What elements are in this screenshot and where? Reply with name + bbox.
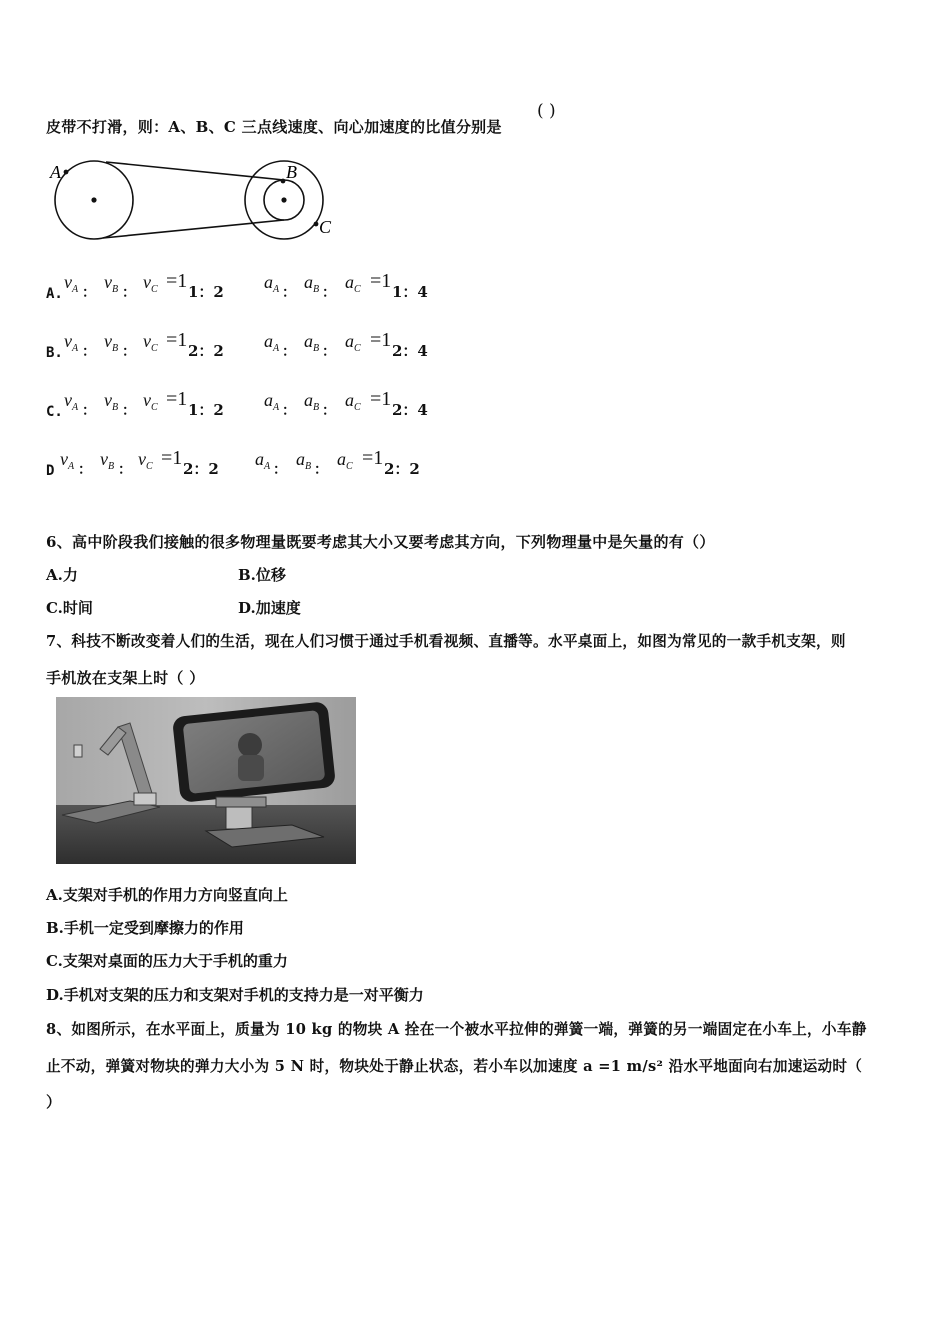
sym-vb: $v_B$ (104, 390, 119, 413)
phone-stand-photo (56, 697, 356, 864)
q7-option-c[interactable]: C.支架对桌面的压力大于手机的重力 (46, 952, 288, 970)
q7-option-a[interactable]: A.支架对手机的作用力方向竖直向上 (46, 886, 288, 904)
sym-vc: $v_C$ (143, 390, 158, 413)
sep: ： (82, 285, 96, 301)
sep: ： (322, 403, 336, 419)
sym-aa: $a_A$ (264, 272, 280, 295)
sym-vc: $v_C$ (143, 331, 158, 354)
sym-va: $v_A$ (64, 272, 79, 295)
sym-ab: $a_B$ (304, 331, 320, 354)
q5-option-c[interactable] (46, 390, 466, 420)
eq-one: =1 (166, 388, 188, 410)
sep: ： (82, 344, 96, 360)
point-b (281, 179, 286, 184)
sym-vc: $v_C$ (143, 272, 158, 295)
eq-one: =1 (362, 447, 384, 469)
sep: ： (122, 344, 136, 360)
sym-va: $v_A$ (64, 390, 79, 413)
label-c: C (319, 217, 332, 237)
option-label: C. (46, 404, 63, 420)
sep: ： (122, 285, 136, 301)
sym-ac: $a_C$ (345, 272, 361, 295)
q6-option-c[interactable]: C.时间 (46, 599, 93, 617)
eq-one: =1 (370, 388, 392, 410)
v-ratio: 1：2 (188, 283, 224, 301)
q5-option-b[interactable] (46, 331, 466, 361)
q6-option-a[interactable]: A.力 (46, 566, 78, 584)
sep: ： (322, 285, 336, 301)
sep: ： (273, 462, 287, 478)
q5-option-d[interactable] (46, 449, 466, 479)
sep: ： (282, 285, 296, 301)
a-ratio: 2：4 (392, 401, 428, 419)
q5-stem: 皮带不打滑，则：A、B、C 三点线速度、向心加速度的比值分别是 (46, 118, 502, 136)
q8-line1: 8、如图所示，在水平面上，质量为 10 kg 的物块 A 拴在一个被水平拉伸的弹簧一端，弹簧的另一端固定在小车上，小车静 (46, 1021, 867, 1038)
sym-ab: $a_B$ (296, 449, 312, 472)
sym-ac: $a_C$ (345, 331, 361, 354)
sym-vc: $v_C$ (138, 449, 153, 472)
sep: ： (282, 344, 296, 360)
label-a: A (50, 162, 61, 182)
pulley-right-center (281, 197, 286, 202)
label-b: B (286, 162, 297, 182)
q7-stem-line1: 7、科技不断改变着人们的生活，现在人们习惯于通过手机看视频、直播等。水平桌面上，如图为常见的一款手机支架，则 (46, 633, 846, 650)
sym-va: $v_A$ (64, 331, 79, 354)
sym-ab: $a_B$ (304, 390, 320, 413)
q7-stem-line2: 手机放在支架上时（ ） (46, 669, 205, 687)
sym-ab: $a_B$ (304, 272, 320, 295)
sym-vb: $v_B$ (100, 449, 115, 472)
q7-option-b[interactable]: B.手机一定受到摩擦力的作用 (46, 919, 244, 937)
sym-ac: $a_C$ (345, 390, 361, 413)
q7-option-d[interactable]: D.手机对支架的压力和支架对手机的支持力是一对平衡力 (46, 986, 424, 1004)
sym-aa: $a_A$ (264, 390, 280, 413)
v-ratio: 2：2 (183, 460, 219, 478)
sep: ： (82, 403, 96, 419)
sep: ： (314, 462, 328, 478)
eq-one: =1 (370, 329, 392, 351)
sep: ： (78, 462, 92, 478)
q5-answer-paren: ( ) (537, 101, 556, 121)
v-ratio: 1：2 (188, 401, 224, 419)
eq-one: =1 (166, 329, 188, 351)
sym-aa: $a_A$ (255, 449, 271, 472)
option-label: D (46, 463, 55, 479)
sym-vb: $v_B$ (104, 272, 119, 295)
sep: ： (118, 462, 132, 478)
q6-option-d[interactable]: D.加速度 (238, 599, 301, 617)
point-c (314, 222, 319, 227)
a-ratio: 2：2 (384, 460, 420, 478)
eq-one: =1 (370, 270, 392, 292)
v-ratio: 2：2 (188, 342, 224, 360)
a-ratio: 2：4 (392, 342, 428, 360)
q5-option-a[interactable] (46, 272, 466, 302)
q8-line3: ） (46, 1093, 62, 1111)
sep: ： (322, 344, 336, 360)
q8-line2: 止不动，弹簧对物块的弹力大小为 5 N 时，物块处于静止状态，若小车以加速度 a =1 m/s² 沿水平地面向右加速运动时（ (46, 1058, 863, 1075)
option-label: B. (46, 345, 63, 361)
sym-va: $v_A$ (60, 449, 75, 472)
eq-one: =1 (166, 270, 188, 292)
sym-aa: $a_A$ (264, 331, 280, 354)
sep: ： (122, 403, 136, 419)
point-a (64, 170, 69, 175)
sep: ： (282, 403, 296, 419)
phone-stand-illustration (56, 697, 356, 864)
sym-vb: $v_B$ (104, 331, 119, 354)
a-ratio: 1：4 (392, 283, 428, 301)
q6-stem: 6、高中阶段我们接触的很多物理量既要考虑其大小又要考虑其方向，下列物理量中是矢量的有（） (46, 533, 715, 551)
pulley-left-center (91, 197, 96, 202)
belt-pulley-diagram (46, 152, 346, 252)
q6-option-b[interactable]: B.位移 (238, 566, 286, 584)
option-label: A. (46, 286, 63, 302)
sym-ac: $a_C$ (337, 449, 353, 472)
eq-one: =1 (161, 447, 183, 469)
